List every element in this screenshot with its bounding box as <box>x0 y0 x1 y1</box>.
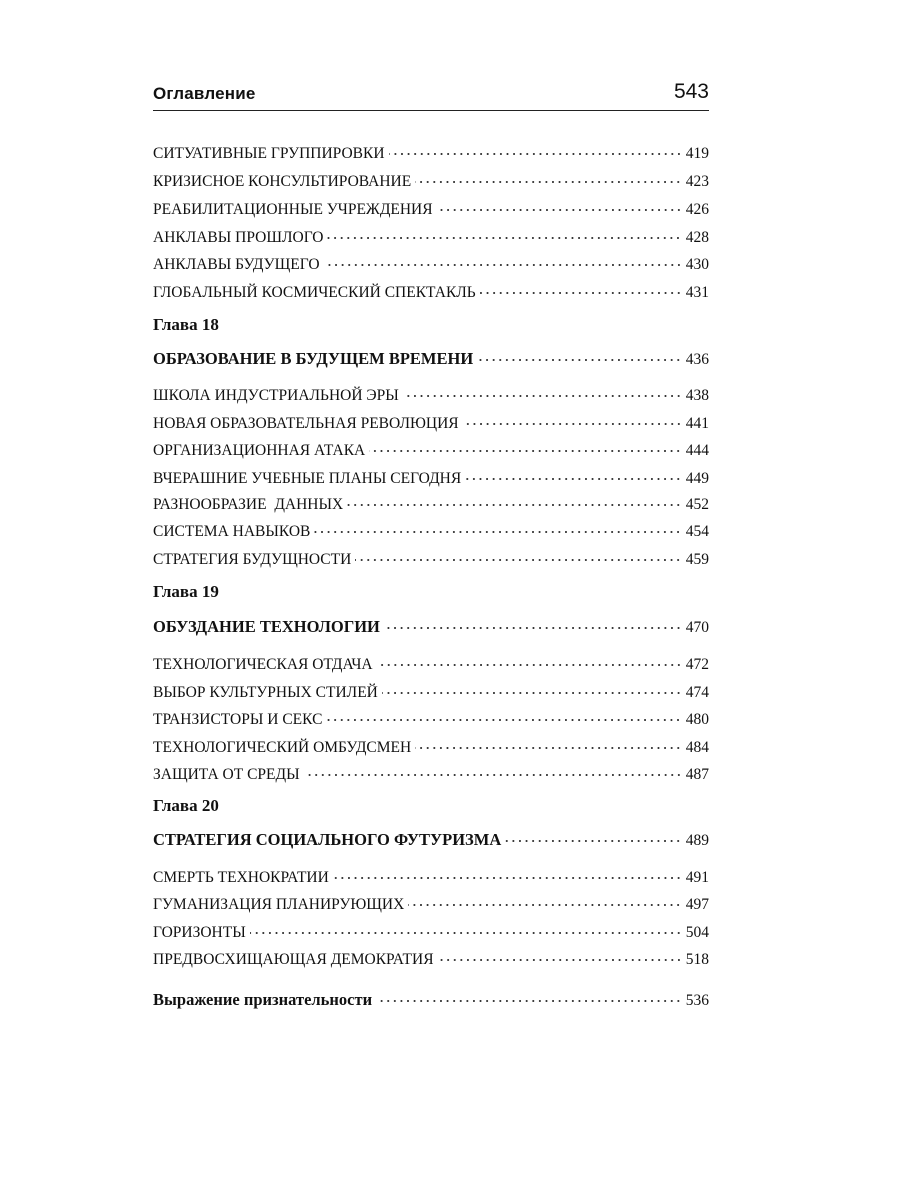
entry-title: ВЫБОР КУЛЬТУРНЫХ СТИЛЕЙ <box>153 684 378 701</box>
toc-entry <box>153 136 709 162</box>
toc-entry <box>153 247 709 273</box>
entry-title: СИСТЕМА НАВЫКОВ <box>153 523 311 540</box>
dot-leader <box>333 860 682 882</box>
entry-title: ВЧЕРАШНИЕ УЧЕБНЫЕ ПЛАНЫ СЕГОДНЯ <box>153 470 462 487</box>
chapter-label: Глава 18 <box>153 315 219 334</box>
chapter-title-entry <box>153 342 709 368</box>
entry-page: 487 <box>685 766 709 783</box>
entry-page: 536 <box>685 992 709 1009</box>
entry-page: 452 <box>685 496 709 513</box>
toc-entry <box>153 757 709 783</box>
entry-page: 491 <box>685 869 709 886</box>
dot-leader <box>465 461 682 483</box>
running-header <box>153 80 709 111</box>
entry-page: 504 <box>685 924 709 941</box>
entry-page: 419 <box>685 145 709 162</box>
toc-entry <box>153 542 709 568</box>
entry-title: СТРАТЕГИЯ БУДУЩНОСТИ <box>153 551 352 568</box>
entry-title: РЕАБИЛИТАЦИОННЫЕ УЧРЕЖДЕНИЯ <box>153 201 433 218</box>
entry-page: 449 <box>685 470 709 487</box>
chapter-title-entry <box>153 610 709 636</box>
entry-title: АНКЛАВЫ БУДУЩЕГО <box>153 256 320 273</box>
entry-page: 444 <box>685 442 709 459</box>
dot-leader <box>369 433 681 455</box>
chapter-label: Глава 20 <box>153 796 219 815</box>
page-number: 543 <box>673 80 709 103</box>
entry-title: ОРГАНИЗАЦИОННАЯ АТАКА <box>153 442 366 459</box>
entry-title: ОБУЗДАНИЕ ТЕХНОЛОГИИ <box>153 617 380 636</box>
dot-leader <box>376 983 682 1005</box>
entry-page: 430 <box>685 256 709 273</box>
dot-leader <box>314 514 681 536</box>
entry-page: 489 <box>685 832 709 849</box>
toc-entry <box>153 378 709 404</box>
dot-leader <box>415 730 682 752</box>
entry-title: ЗАЩИТА ОТ СРЕДЫ <box>153 766 300 783</box>
toc-entry <box>153 514 709 540</box>
toc-entry <box>153 275 709 301</box>
toc-entry <box>153 164 709 190</box>
entry-page: 436 <box>685 351 709 368</box>
entry-title: ШКОЛА ИНДУСТРИАЛЬНОЙ ЭРЫ <box>153 387 399 404</box>
entry-title: ТЕХНОЛОГИЧЕСКИЙ ОМБУДСМЕН <box>153 739 412 756</box>
dot-leader <box>382 675 682 697</box>
toc-entry <box>153 915 709 941</box>
toc-entry <box>153 675 709 701</box>
entry-page: 472 <box>685 656 709 673</box>
toc-entry <box>153 220 709 246</box>
dot-leader <box>347 487 682 509</box>
toc-entry <box>153 702 709 728</box>
entry-page: 426 <box>685 201 709 218</box>
dot-leader <box>415 164 682 186</box>
dot-leader <box>304 757 682 779</box>
dot-leader <box>438 942 682 964</box>
chapter-title-entry <box>153 823 709 849</box>
dot-leader <box>355 542 681 564</box>
dot-leader <box>480 275 682 297</box>
dot-leader <box>384 610 682 632</box>
dot-leader <box>505 823 682 845</box>
entry-page: 480 <box>685 711 709 728</box>
toc-entry <box>153 647 709 673</box>
entry-page: 474 <box>685 684 709 701</box>
dot-leader <box>463 406 682 428</box>
entry-title: ГУМАНИЗАЦИЯ ПЛАНИРУЮЩИХ <box>153 896 405 913</box>
entry-title: Выражение признательности <box>153 990 373 1009</box>
entry-title: АНКЛАВЫ ПРОШЛОГО <box>153 229 324 246</box>
entry-title: ПРЕДВОСХИЩАЮЩАЯ ДЕМОКРАТИЯ <box>153 951 434 968</box>
header-title: Оглавление <box>153 84 256 103</box>
entry-title: ТРАНЗИСТОРЫ И СЕКС <box>153 711 323 728</box>
entry-page: 470 <box>685 619 709 636</box>
toc-entry <box>153 860 709 886</box>
entry-title: ГЛОБАЛЬНЫЙ КОСМИЧЕСКИЙ СПЕКТАКЛЬ <box>153 284 476 301</box>
entry-page: 428 <box>685 229 709 246</box>
acknowledgments-entry <box>153 983 709 1009</box>
entry-title: ОБРАЗОВАНИЕ В БУДУЩЕМ ВРЕМЕНИ <box>153 349 474 368</box>
dot-leader <box>250 915 682 937</box>
entry-page: 423 <box>685 173 709 190</box>
entry-page: 484 <box>685 739 709 756</box>
dot-leader <box>327 220 681 242</box>
entry-title: СМЕРТЬ ТЕХНОКРАТИИ <box>153 869 329 886</box>
entry-title: НОВАЯ ОБРАЗОВАТЕЛЬНАЯ РЕВОЛЮЦИЯ <box>153 415 459 432</box>
entry-title: РАЗНООБРАЗИЕ ДАННЫХ <box>153 496 344 513</box>
dot-leader <box>324 247 682 269</box>
entry-page: 497 <box>685 896 709 913</box>
dot-leader <box>408 887 681 909</box>
entry-title: СИТУАТИВНЫЕ ГРУППИРОВКИ <box>153 145 385 162</box>
toc-entry <box>153 461 709 487</box>
entry-title: КРИЗИСНОЕ КОНСУЛЬТИРОВАНИЕ <box>153 173 412 190</box>
toc-entry <box>153 192 709 218</box>
entry-page: 454 <box>685 523 709 540</box>
dot-leader <box>477 342 682 364</box>
toc-entry <box>153 406 709 432</box>
toc-entry <box>153 887 709 913</box>
entry-page: 441 <box>685 415 709 432</box>
entry-page: 438 <box>685 387 709 404</box>
entry-title: ГОРИЗОНТЫ <box>153 924 246 941</box>
entry-page: 459 <box>685 551 709 568</box>
toc-entry <box>153 487 709 513</box>
toc-entry <box>153 730 709 756</box>
dot-leader <box>377 647 682 669</box>
dot-leader <box>403 378 682 400</box>
toc-entry <box>153 942 709 968</box>
dot-leader <box>437 192 682 214</box>
chapter-label: Глава 19 <box>153 582 219 601</box>
entry-title: ТЕХНОЛОГИЧЕСКАЯ ОТДАЧА <box>153 656 373 673</box>
dot-leader <box>389 136 682 158</box>
entry-title: СТРАТЕГИЯ СОЦИАЛЬНОГО ФУТУРИЗМА <box>153 830 502 849</box>
toc-entry <box>153 433 709 459</box>
dot-leader <box>326 702 681 724</box>
entry-page: 431 <box>685 284 709 301</box>
entry-page: 518 <box>685 951 709 968</box>
